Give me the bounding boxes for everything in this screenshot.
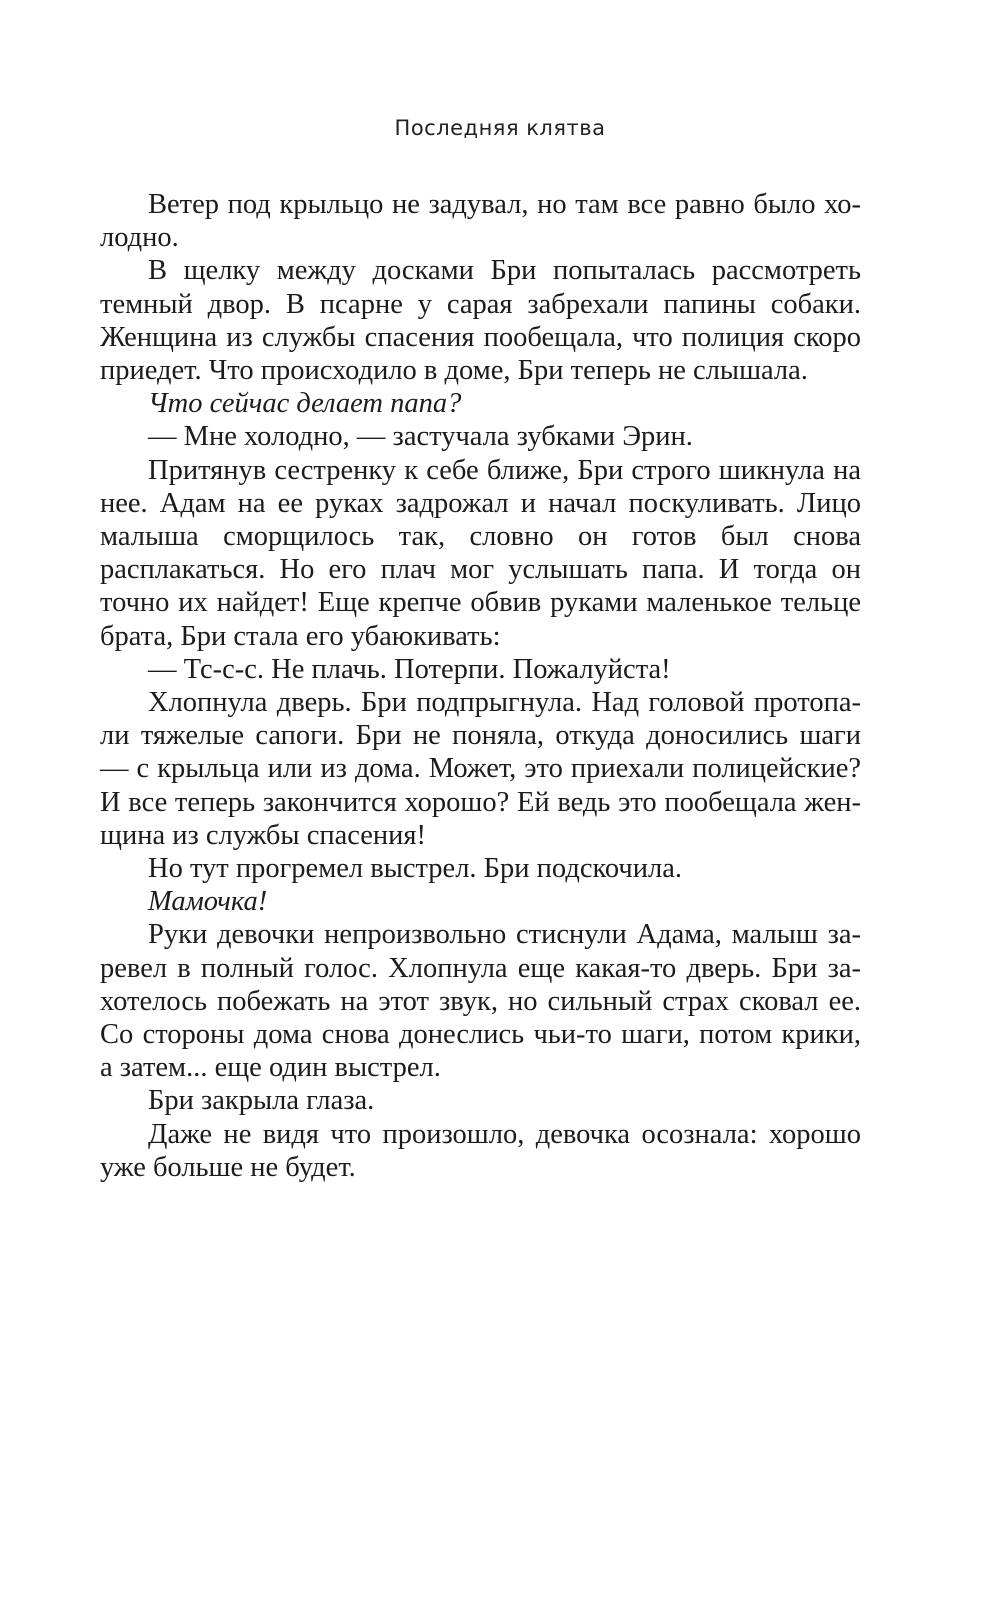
paragraph: Руки девочки непроизвольно стиснули Адама, малыш заревел в полный голос. Хлопнула еще какая-то дверь. Бри захотелось побежать на этот звук, но сильный страх сковал ее. Со стороны дома снова донеслись чьи-то шаги, потом крики, а затем... еще один выстрел. xyxy=(100,919,861,1084)
body-text xyxy=(100,188,861,1184)
paragraph: Притянув сестренку к себе ближе, Бри строго шикнула на нее. Адам на ее руках задрожал и начал поскуливать. Лицо малыша сморщилось так, словно он готов был снова расплакаться. Но его плач мог услышать папа. И тогда он точно их найдет! Еще крепче обвив руками маленькое тельце брата, Бри стала его убаюкивать: xyxy=(100,454,861,652)
paragraph: Хлопнула дверь. Бри подпрыгнула. Над головой протопали тяжелые сапоги. Бри не поняла, откуда доносились шаги — с крыльца или из дома. Может, это приехали полицейские? И все теперь закончится хорошо? Ей ведь это пообещала женщина из службы спасения! xyxy=(100,687,861,851)
paragraph: — Мне холодно, — застучала зубками Эрин. xyxy=(148,421,693,453)
paragraph: Бри закрыла глаза. xyxy=(148,1085,375,1117)
running-head: Последняя клятва xyxy=(394,116,606,140)
paragraph: Даже не видя что произошло, девочка осознала: хорошо уже больше не будет. xyxy=(100,1118,861,1183)
paragraph: Что сейчас делает папа? xyxy=(148,388,462,420)
paragraph: Но тут прогремел выстрел. Бри подскочила. xyxy=(148,853,682,885)
paragraph: Ветер под крыльцо не задувал, но там все равно было холодно. xyxy=(100,189,861,254)
paragraph: — Тс-с-с. Не плачь. Потерпи. Пожалуйста! xyxy=(148,653,671,685)
paragraph: Мамочка! xyxy=(148,886,268,918)
paragraph: В щелку между досками Бри попыталась рассмотреть темный двор. В псарне у сарая забрехали папины собаки. Женщина из службы спасения пообещала, что полиция скоро приедет. Что происходило в доме, Бри теперь не слышала. xyxy=(100,255,861,387)
